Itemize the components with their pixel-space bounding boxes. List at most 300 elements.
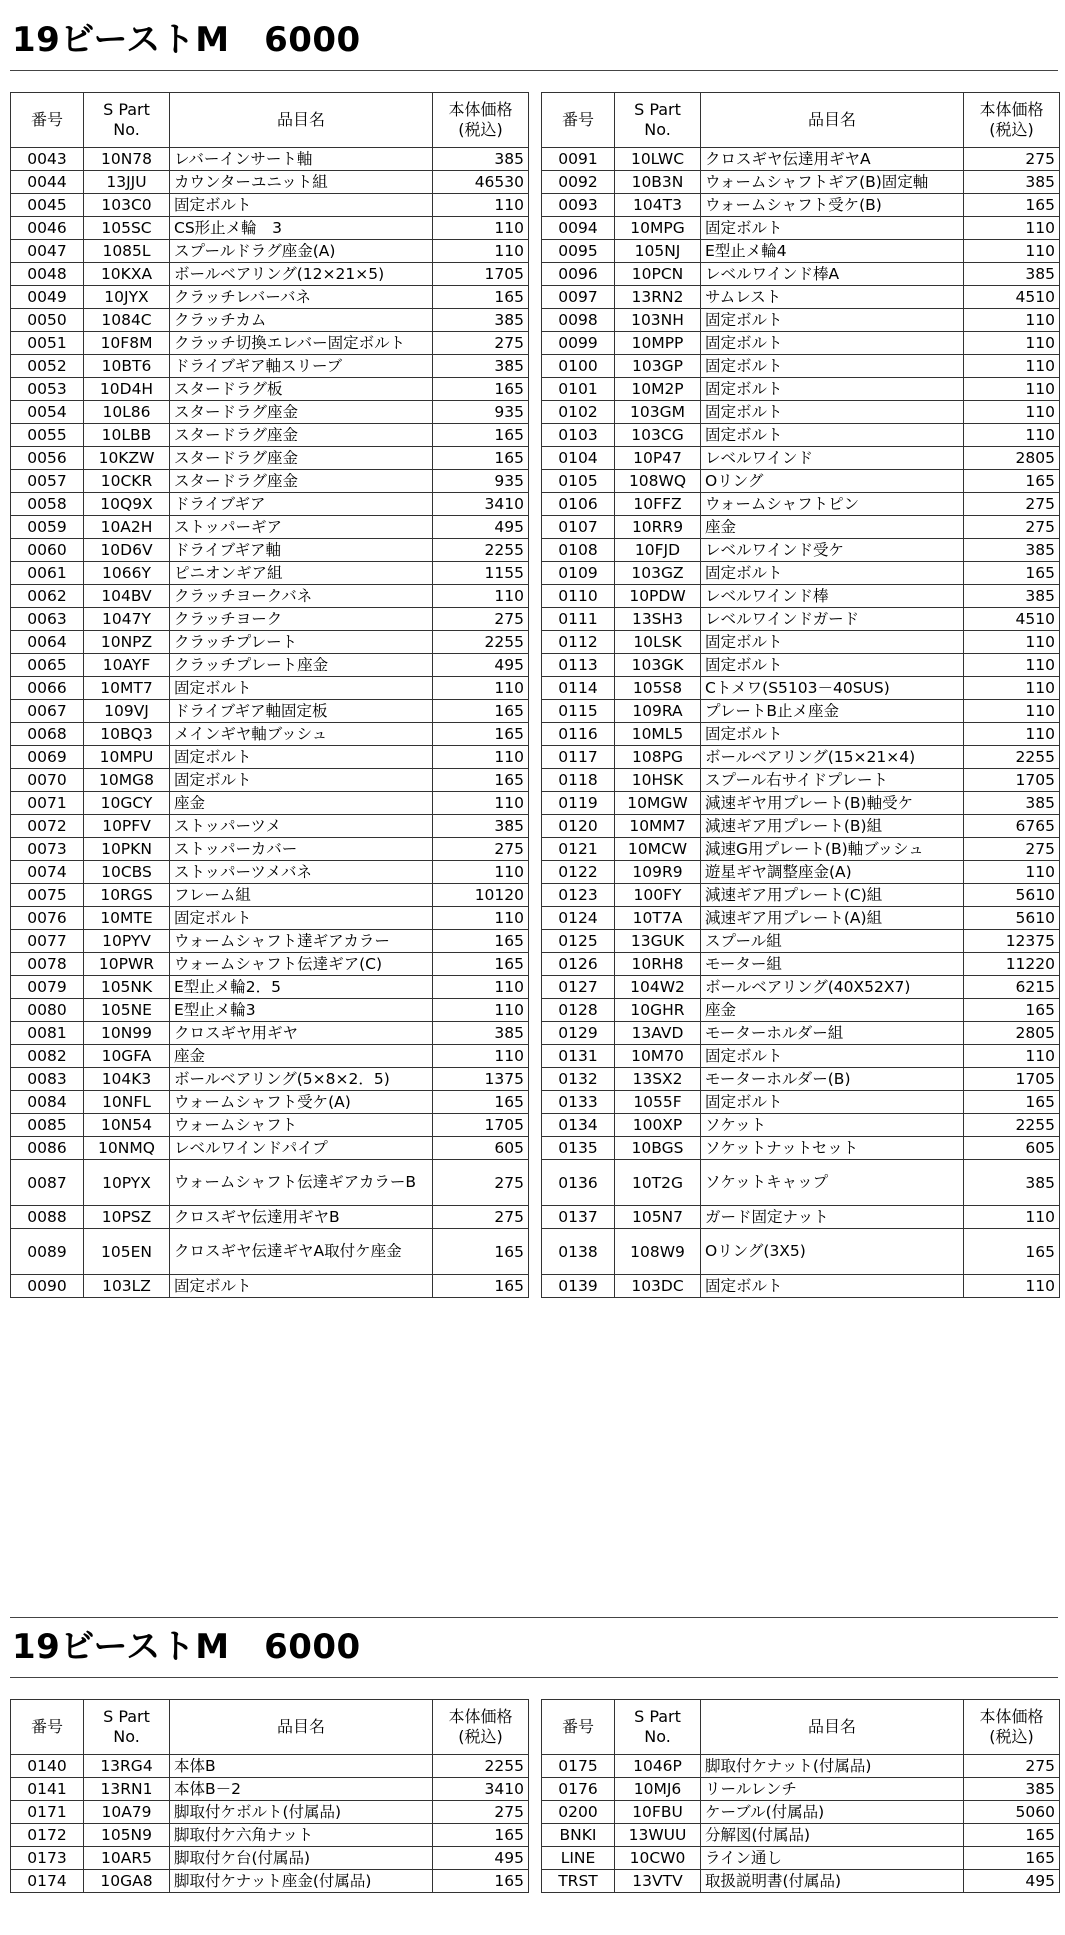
- parts-table-right: [541, 1699, 1060, 1893]
- price: 165: [964, 1824, 1060, 1847]
- spart-number: 13GUK: [615, 930, 701, 953]
- item-name: 減速G用プレート(B)軸ブッシュ: [701, 838, 964, 861]
- table-row: [11, 309, 529, 332]
- spart-number: 100XP: [615, 1114, 701, 1137]
- part-number: 0045: [11, 194, 84, 217]
- part-number: 0084: [11, 1091, 84, 1114]
- table-row: [11, 286, 529, 309]
- price: 935: [433, 401, 529, 424]
- table-row: [11, 769, 529, 792]
- table-row: [11, 1824, 529, 1847]
- price: 4510: [964, 608, 1060, 631]
- spart-number: 10N54: [84, 1114, 170, 1137]
- item-name: 減速ギヤ用プレート(B)軸受ケ: [701, 792, 964, 815]
- header-price: [964, 1700, 1060, 1755]
- item-name: クロスギヤ用ギヤ: [170, 1022, 433, 1045]
- price: 495: [433, 654, 529, 677]
- item-name: 分解図(付属品): [701, 1824, 964, 1847]
- item-name: クラッチプレート: [170, 631, 433, 654]
- table-row: [542, 1137, 1060, 1160]
- spart-number: 10F8M: [84, 332, 170, 355]
- part-number: 0081: [11, 1022, 84, 1045]
- item-name: ドライブギア軸: [170, 539, 433, 562]
- part-number: 0107: [542, 516, 615, 539]
- part-number: 0126: [542, 953, 615, 976]
- table-row: [542, 1022, 1060, 1045]
- spart-number: 10BT6: [84, 355, 170, 378]
- spart-number: 10PKN: [84, 838, 170, 861]
- part-number: 0054: [11, 401, 84, 424]
- part-number: 0123: [542, 884, 615, 907]
- table-row: [11, 1755, 529, 1778]
- header-spart-line2: No.: [113, 120, 140, 139]
- spart-number: 10MPU: [84, 746, 170, 769]
- table-row: [542, 217, 1060, 240]
- price: 385: [964, 1160, 1060, 1206]
- item-name: 本体B－2: [170, 1778, 433, 1801]
- price: 11220: [964, 953, 1060, 976]
- part-number: 0099: [542, 332, 615, 355]
- table-row: [11, 1137, 529, 1160]
- price: 1705: [433, 263, 529, 286]
- spart-number: 10D6V: [84, 539, 170, 562]
- table-row: [542, 1755, 1060, 1778]
- price: 385: [964, 539, 1060, 562]
- price: 1705: [964, 769, 1060, 792]
- table-row: [11, 263, 529, 286]
- price: 110: [433, 861, 529, 884]
- item-name: 脚取付ケ台(付属品): [170, 1847, 433, 1870]
- item-name: 固定ボルト: [701, 332, 964, 355]
- item-name: 固定ボルト: [701, 723, 964, 746]
- part-number: 0091: [542, 148, 615, 171]
- spart-number: 104K3: [84, 1068, 170, 1091]
- item-name: モーター組: [701, 953, 964, 976]
- price: 165: [433, 769, 529, 792]
- table-row: [542, 1045, 1060, 1068]
- item-name: プレートB止メ座金: [701, 700, 964, 723]
- spart-number: 1046P: [615, 1755, 701, 1778]
- item-name: 固定ボルト: [701, 309, 964, 332]
- spart-number: 13SX2: [615, 1068, 701, 1091]
- part-number: 0087: [11, 1160, 84, 1206]
- table-body: [11, 148, 529, 1298]
- price: 165: [964, 470, 1060, 493]
- item-name: スプールドラグ座金(A): [170, 240, 433, 263]
- header-price-line2: (税込): [458, 1727, 503, 1746]
- item-name: ドライブギア軸スリーブ: [170, 355, 433, 378]
- table-row: [542, 907, 1060, 930]
- price: 5610: [964, 907, 1060, 930]
- price: 110: [964, 700, 1060, 723]
- table-row: [542, 516, 1060, 539]
- spart-number: 10CW0: [615, 1847, 701, 1870]
- part-number: 0047: [11, 240, 84, 263]
- price: 275: [433, 1801, 529, 1824]
- section-top-rule: [10, 1617, 1058, 1618]
- spart-number: 1085L: [84, 240, 170, 263]
- spart-number: 10FJD: [615, 539, 701, 562]
- price: 1705: [964, 1068, 1060, 1091]
- item-name: 固定ボルト: [701, 401, 964, 424]
- spart-number: 105NE: [84, 999, 170, 1022]
- item-name: クラッチカム: [170, 309, 433, 332]
- spart-number: 10CKR: [84, 470, 170, 493]
- table-row: [11, 1778, 529, 1801]
- price: 110: [964, 401, 1060, 424]
- spart-number: 10A2H: [84, 516, 170, 539]
- part-number: 0101: [542, 378, 615, 401]
- item-name: 固定ボルト: [701, 1275, 964, 1298]
- part-number: 0138: [542, 1229, 615, 1275]
- spart-number: 10ML5: [615, 723, 701, 746]
- price: 165: [433, 286, 529, 309]
- item-name: レベルワインド受ケ: [701, 539, 964, 562]
- item-name: 脚取付ケ六角ナット: [170, 1824, 433, 1847]
- spart-number: 10N99: [84, 1022, 170, 1045]
- item-name: 取扱説明書(付属品): [701, 1870, 964, 1893]
- table-row: [542, 585, 1060, 608]
- table-row: [11, 171, 529, 194]
- item-name: 固定ボルト: [170, 677, 433, 700]
- part-number: 0129: [542, 1022, 615, 1045]
- table-body: [11, 1755, 529, 1893]
- item-name: 座金: [170, 792, 433, 815]
- spart-number: 10FFZ: [615, 493, 701, 516]
- part-number: 0105: [542, 470, 615, 493]
- table-header-row: [11, 93, 529, 148]
- table-row: [542, 1160, 1060, 1206]
- item-name: ドライブギア軸固定板: [170, 700, 433, 723]
- item-name: 減速ギア用プレート(C)組: [701, 884, 964, 907]
- item-name: E型止メ輪3: [170, 999, 433, 1022]
- header-spart-line2: No.: [113, 1727, 140, 1746]
- part-number: 0049: [11, 286, 84, 309]
- table-row: [11, 585, 529, 608]
- table-row: [542, 171, 1060, 194]
- part-number: 0117: [542, 746, 615, 769]
- part-number: 0064: [11, 631, 84, 654]
- part-number: 0066: [11, 677, 84, 700]
- table-row: [11, 1091, 529, 1114]
- table-row: [11, 240, 529, 263]
- header-price-line1: 本体価格: [448, 1707, 513, 1726]
- price: 6765: [964, 815, 1060, 838]
- item-name: 固定ボルト: [701, 355, 964, 378]
- price: 935: [433, 470, 529, 493]
- item-name: ウォームシャフト受ケ(A): [170, 1091, 433, 1114]
- item-name: CS形止メ輪 3: [170, 217, 433, 240]
- price: 385: [433, 815, 529, 838]
- spart-number: 10MPP: [615, 332, 701, 355]
- header-number: 番号: [11, 1700, 84, 1755]
- table-header-row: [542, 1700, 1060, 1755]
- spart-number: 1047Y: [84, 608, 170, 631]
- part-number: 0108: [542, 539, 615, 562]
- item-name: レバーインサート軸: [170, 148, 433, 171]
- spart-number: 10M2P: [615, 378, 701, 401]
- table-row: [542, 286, 1060, 309]
- price: 110: [433, 217, 529, 240]
- table-row: [11, 907, 529, 930]
- spart-number: 10LSK: [615, 631, 701, 654]
- spart-number: 109VJ: [84, 700, 170, 723]
- item-name: 減速ギア用プレート(A)組: [701, 907, 964, 930]
- parts-table-right: [541, 92, 1060, 1298]
- item-name: フレーム組: [170, 884, 433, 907]
- spart-number: 10RH8: [615, 953, 701, 976]
- table-row: [542, 1801, 1060, 1824]
- header-item-name: 品目名: [701, 1700, 964, 1755]
- item-name: レベルワインドガード: [701, 608, 964, 631]
- price: 165: [964, 1847, 1060, 1870]
- spart-number: 10N78: [84, 148, 170, 171]
- table-row: [11, 930, 529, 953]
- table-row: [11, 1229, 529, 1275]
- spart-number: 105EN: [84, 1229, 170, 1275]
- spart-number: 10PSZ: [84, 1206, 170, 1229]
- header-number: 番号: [542, 1700, 615, 1755]
- spart-number: 10MG8: [84, 769, 170, 792]
- price: 385: [433, 1022, 529, 1045]
- header-spart: [615, 93, 701, 148]
- part-number: 0121: [542, 838, 615, 861]
- spart-number: 10GCY: [84, 792, 170, 815]
- item-name: カウンターユニット組: [170, 171, 433, 194]
- table-row: [11, 1275, 529, 1298]
- spart-number: 103GM: [615, 401, 701, 424]
- item-name: サムレスト: [701, 286, 964, 309]
- part-number: 0094: [542, 217, 615, 240]
- table-row: [11, 332, 529, 355]
- part-number: 0133: [542, 1091, 615, 1114]
- part-number: 0136: [542, 1160, 615, 1206]
- table-row: [542, 723, 1060, 746]
- header-spart: [615, 1700, 701, 1755]
- part-number: 0102: [542, 401, 615, 424]
- item-name: モーターホルダー組: [701, 1022, 964, 1045]
- spart-number: 10FBU: [615, 1801, 701, 1824]
- spart-number: 103LZ: [84, 1275, 170, 1298]
- price: 385: [964, 1778, 1060, 1801]
- price: 385: [964, 585, 1060, 608]
- price: 275: [964, 516, 1060, 539]
- price: 110: [964, 424, 1060, 447]
- part-number: 0103: [542, 424, 615, 447]
- part-number: 0113: [542, 654, 615, 677]
- parts-table-left: [10, 92, 529, 1298]
- item-name: 本体B: [170, 1755, 433, 1778]
- spart-number: 103GP: [615, 355, 701, 378]
- table-row: [11, 1068, 529, 1091]
- part-number: 0088: [11, 1206, 84, 1229]
- part-number: 0073: [11, 838, 84, 861]
- spart-number: 10A79: [84, 1801, 170, 1824]
- spart-number: 13VTV: [615, 1870, 701, 1893]
- table-row: [542, 1206, 1060, 1229]
- spart-number: 10AR5: [84, 1847, 170, 1870]
- spart-number: 10PFV: [84, 815, 170, 838]
- price: 2255: [433, 1755, 529, 1778]
- price: 110: [433, 585, 529, 608]
- price: 165: [433, 447, 529, 470]
- item-name: リールレンチ: [701, 1778, 964, 1801]
- price: 605: [964, 1137, 1060, 1160]
- price: 12375: [964, 930, 1060, 953]
- spart-number: 10MM7: [615, 815, 701, 838]
- title-rule: [10, 70, 1058, 71]
- price: 110: [964, 1206, 1060, 1229]
- item-name: ライン通し: [701, 1847, 964, 1870]
- header-spart-line1: S Part: [103, 100, 150, 119]
- table-row: [11, 539, 529, 562]
- table-row: [11, 1801, 529, 1824]
- table-row: [542, 539, 1060, 562]
- item-name: ボールベアリング(15×21×4): [701, 746, 964, 769]
- part-number: 0067: [11, 700, 84, 723]
- table-row: [11, 1160, 529, 1206]
- part-number: 0174: [11, 1870, 84, 1893]
- table-row: [542, 1229, 1060, 1275]
- table-body: [542, 148, 1060, 1298]
- part-number: 0141: [11, 1778, 84, 1801]
- table-row: [542, 309, 1060, 332]
- header-price: [433, 93, 529, 148]
- item-name: クロスギヤ伝達用ギヤA: [701, 148, 964, 171]
- part-number: 0171: [11, 1801, 84, 1824]
- table-row: [11, 608, 529, 631]
- table-row: [11, 493, 529, 516]
- table-row: [542, 769, 1060, 792]
- table-row: [11, 1114, 529, 1137]
- table-row: [542, 493, 1060, 516]
- table-row: [11, 470, 529, 493]
- price: 2805: [964, 447, 1060, 470]
- spart-number: 10RGS: [84, 884, 170, 907]
- price: 165: [433, 424, 529, 447]
- header-item-name: 品目名: [170, 93, 433, 148]
- price: 275: [433, 1160, 529, 1206]
- table-row: [542, 677, 1060, 700]
- spart-number: 13JJU: [84, 171, 170, 194]
- spart-number: 10AYF: [84, 654, 170, 677]
- table-row: [11, 953, 529, 976]
- item-name: ウォームシャフトギア(B)固定軸: [701, 171, 964, 194]
- header-price-line2: (税込): [458, 120, 503, 139]
- table-row: [542, 1847, 1060, 1870]
- table-row: [542, 194, 1060, 217]
- item-name: Cトメワ(S5103－40SUS): [701, 677, 964, 700]
- part-number: 0135: [542, 1137, 615, 1160]
- table-row: [11, 884, 529, 907]
- item-name: モーターホルダー(B): [701, 1068, 964, 1091]
- part-number: BNKI: [542, 1824, 615, 1847]
- item-name: 固定ボルト: [701, 424, 964, 447]
- table-row: [11, 723, 529, 746]
- part-number: 0118: [542, 769, 615, 792]
- spart-number: 10PYV: [84, 930, 170, 953]
- table-row: [542, 815, 1060, 838]
- price: 495: [964, 1870, 1060, 1893]
- table-row: [11, 815, 529, 838]
- item-name: ストッパーツメ: [170, 815, 433, 838]
- spart-number: 10PDW: [615, 585, 701, 608]
- price: 110: [433, 907, 529, 930]
- price: 110: [433, 240, 529, 263]
- part-number: 0046: [11, 217, 84, 240]
- part-number: 0127: [542, 976, 615, 999]
- item-name: クラッチ切換エレバー固定ボルト: [170, 332, 433, 355]
- header-price-line2: (税込): [989, 1727, 1034, 1746]
- part-number: 0061: [11, 562, 84, 585]
- price: 385: [964, 171, 1060, 194]
- item-name: ウォームシャフト伝達ギアカラーB: [170, 1160, 433, 1206]
- table-row: [11, 401, 529, 424]
- price: 495: [433, 516, 529, 539]
- table-row: [542, 447, 1060, 470]
- part-number: 0089: [11, 1229, 84, 1275]
- spart-number: 10MPG: [615, 217, 701, 240]
- table-row: [542, 608, 1060, 631]
- price: 385: [964, 263, 1060, 286]
- price: 110: [964, 723, 1060, 746]
- price: 110: [433, 1045, 529, 1068]
- price: 165: [433, 1275, 529, 1298]
- parts-table-left: [10, 1699, 529, 1893]
- spart-number: 10GFA: [84, 1045, 170, 1068]
- part-number: 0069: [11, 746, 84, 769]
- table-row: [11, 516, 529, 539]
- table-row: [11, 631, 529, 654]
- header-spart-line1: S Part: [103, 1707, 150, 1726]
- price: 2255: [433, 631, 529, 654]
- price: 110: [964, 309, 1060, 332]
- price: 165: [433, 1091, 529, 1114]
- part-number: 0065: [11, 654, 84, 677]
- table-row: [542, 378, 1060, 401]
- spart-number: 105SC: [84, 217, 170, 240]
- spart-number: 10MCW: [615, 838, 701, 861]
- part-number: 0048: [11, 263, 84, 286]
- price: 165: [433, 1870, 529, 1893]
- item-name: ドライブギア: [170, 493, 433, 516]
- price: 5610: [964, 884, 1060, 907]
- part-number: 0060: [11, 539, 84, 562]
- spart-number: 13RN1: [84, 1778, 170, 1801]
- item-name: 固定ボルト: [170, 907, 433, 930]
- part-number: 0093: [542, 194, 615, 217]
- item-name: レベルワインド棒A: [701, 263, 964, 286]
- part-number: 0111: [542, 608, 615, 631]
- price: 110: [964, 631, 1060, 654]
- spart-number: 10KXA: [84, 263, 170, 286]
- spart-number: 1055F: [615, 1091, 701, 1114]
- item-name: スタードラグ座金: [170, 470, 433, 493]
- item-name: ウォームシャフトピン: [701, 493, 964, 516]
- part-number: 0124: [542, 907, 615, 930]
- item-name: クラッチプレート座金: [170, 654, 433, 677]
- table-row: [542, 746, 1060, 769]
- part-number: 0109: [542, 562, 615, 585]
- item-name: スタードラグ座金: [170, 447, 433, 470]
- price: 275: [433, 1206, 529, 1229]
- spart-number: 10MJ6: [615, 1778, 701, 1801]
- part-number: 0114: [542, 677, 615, 700]
- item-name: 座金: [170, 1045, 433, 1068]
- price: 46530: [433, 171, 529, 194]
- header-number: 番号: [11, 93, 84, 148]
- item-name: ウォームシャフト伝達ギア(C): [170, 953, 433, 976]
